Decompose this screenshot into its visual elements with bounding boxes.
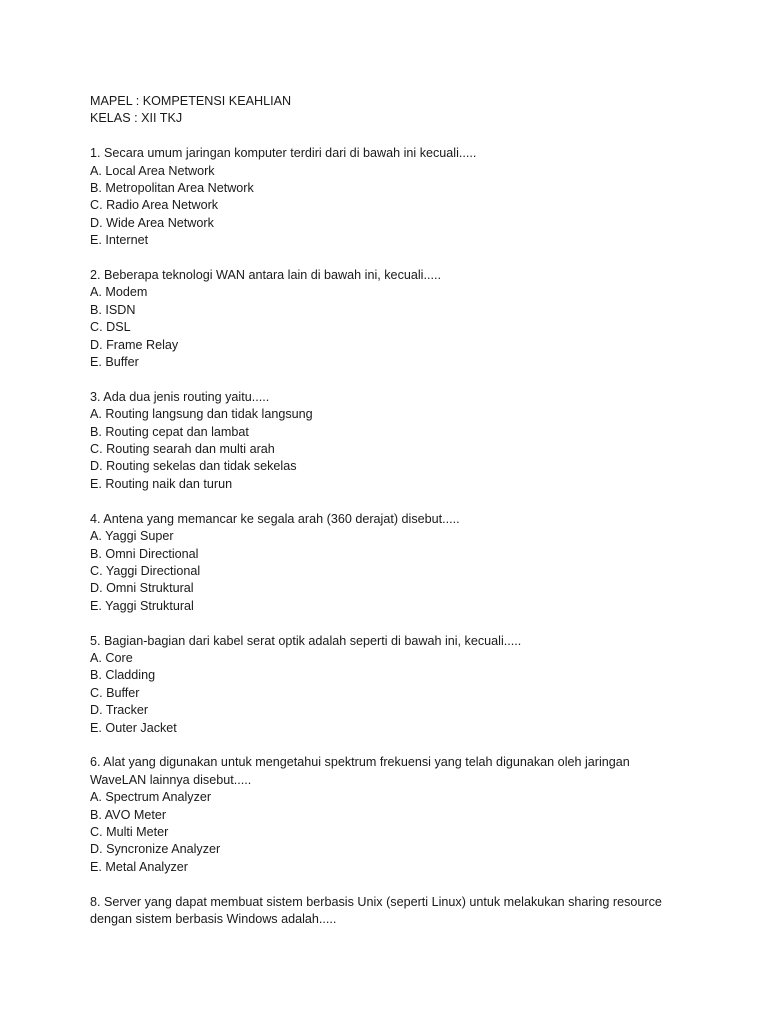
question-text: 1. Secara umum jaringan komputer terdiri dari di bawah ini kecuali..... (90, 146, 477, 161)
option-c: C. DSL (90, 320, 131, 335)
option-c: C. Multi Meter (90, 824, 169, 839)
option-a: A. Yaggi Super (90, 529, 174, 544)
question-text: 5. Bagian-bagian dari kabel serat optik adalah seperti di bawah ini, kecuali..... (90, 633, 522, 648)
option-e: E. Internet (90, 233, 149, 248)
question-8 (90, 894, 690, 929)
question-6 (90, 754, 690, 876)
option-a: A. Routing langsung dan tidak langsung (90, 407, 313, 422)
question-1 (90, 145, 690, 249)
option-c: C. Radio Area Network (90, 198, 219, 213)
question-2 (90, 267, 690, 371)
option-d: D. Frame Relay (90, 337, 179, 352)
option-b: B. Metropolitan Area Network (90, 181, 254, 196)
option-d: D. Tracker (90, 703, 149, 718)
option-e: E. Buffer (90, 355, 139, 370)
option-a: A. Modem (90, 285, 148, 300)
option-c: C. Yaggi Directional (90, 563, 201, 578)
option-a: A. Local Area Network (90, 163, 215, 178)
question-text: 6. Alat yang digunakan untuk mengetahui spektrum frekuensi yang telah digunakan oleh jaringan WaveLAN lainnya disebut..... (90, 755, 630, 787)
question-3 (90, 389, 690, 493)
option-c: C. Routing searah dan multi arah (90, 442, 275, 457)
question-5 (90, 633, 690, 737)
question-text: 4. Antena yang memancar ke segala arah (360 derajat) disebut..... (90, 511, 460, 526)
option-b: B. ISDN (90, 302, 136, 317)
option-e: E. Outer Jacket (90, 720, 177, 735)
option-b: B. Cladding (90, 668, 156, 683)
question-4 (90, 511, 690, 615)
option-e: E. Routing naik dan turun (90, 476, 233, 491)
option-e: E. Yaggi Struktural (90, 598, 194, 613)
option-d: D. Omni Struktural (90, 581, 194, 596)
option-e: E. Metal Analyzer (90, 859, 188, 874)
option-a: A. Spectrum Analyzer (90, 790, 212, 805)
question-text: 8. Server yang dapat membuat sistem berbasis Unix (seperti Linux) untuk melakukan sharing resource dengan sistem berbasis Windows adalah..... (90, 894, 662, 926)
question-text: 2. Beberapa teknologi WAN antara lain di bawah ini, kecuali..... (90, 268, 441, 283)
option-d: D. Syncronize Analyzer (90, 842, 221, 857)
document-page (90, 93, 690, 946)
option-b: B. Routing cepat dan lambat (90, 424, 249, 439)
question-text: 3. Ada dua jenis routing yaitu..... (90, 389, 270, 404)
option-d: D. Wide Area Network (90, 215, 214, 230)
option-c: C. Buffer (90, 685, 140, 700)
subject-line: MAPEL : KOMPETENSI KEAHLIAN (90, 94, 292, 108)
option-a: A. Core (90, 650, 133, 665)
class-line: KELAS : XII TKJ (90, 111, 183, 126)
option-d: D. Routing sekelas dan tidak sekelas (90, 459, 297, 474)
document-header (90, 93, 690, 128)
option-b: B. AVO Meter (90, 807, 167, 822)
option-b: B. Omni Directional (90, 546, 199, 561)
